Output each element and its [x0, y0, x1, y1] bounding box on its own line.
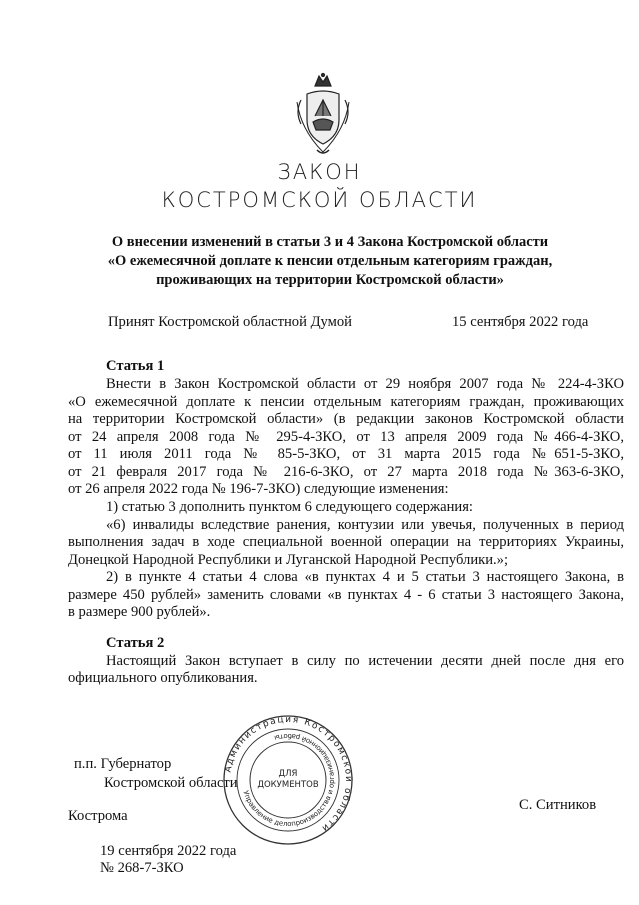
article1-item2-line: в размере 900 рублей». [68, 604, 211, 620]
signatory-name: С. Ситников [519, 797, 597, 813]
law-number: № 268-7-ЗКО [100, 860, 184, 876]
signature-region: Костромской области [104, 775, 238, 791]
article2-line: Настоящий Закон вступает в силу по истечении десяти дней после дня его [106, 653, 624, 669]
article1-item2: 2) в пункте 4 статьи 4 слова «в пунктах 4 и 5 статьи 3 настоящего Закона, в [106, 569, 624, 585]
article2-line: официального опубликования. [68, 670, 258, 686]
article1-line: от 21 февраля 2017 года № 216-6-ЗКО, от 27 марта 2018 года №363-6-ЗКО, [68, 464, 624, 480]
seal-stamp-icon [222, 714, 354, 846]
article1-line: от 26 апреля 2022 года № 196-7-ЗКО) следующие изменения: [68, 481, 449, 497]
article1-line: от 11 июля 2011 года № 85-5-ЗКО, от 31 марта 2015 года №651-5-ЗКО, [68, 446, 624, 462]
adopted-date: 15 сентября 2022 года [452, 314, 589, 330]
article1-heading: Статья 1 [106, 358, 165, 374]
seal-center-text-2: ДОКУМЕНТОВ [257, 780, 319, 790]
seal-ring-inner: Управление делопроизводства и организационной работы [241, 731, 337, 829]
article1-line: Внести в Закон Костромской области от 29 ноября 2007 года № 224-4-ЗКО [106, 376, 624, 392]
law-title-line1: ЗАКОН [277, 160, 362, 184]
signature-for: п.п. Губернатор [74, 756, 172, 772]
article1-quote-line: выполнения задач в ходе специальной военной операции на территориях Украины, [68, 534, 624, 550]
article1-quote-line: «6) инвалиды вследствие ранения, контузии или увечья, полученных в период [106, 517, 624, 533]
article1-line: «О ежемесячной доплате к пенсии отдельным категориям граждан, проживающих [68, 394, 624, 410]
law-subtitle-line1: О внесении изменений в статьи 3 и 4 Закона Костромской области [111, 234, 549, 250]
law-subtitle-line2: «О ежемесячной доплате к пенсии отдельным категориям граждан, [107, 253, 553, 269]
article1-line: на территории Костромской области» (в редакции законов Костромской области [68, 411, 624, 427]
adopted-by: Принят Костромской областной Думой [108, 314, 352, 330]
seal-center-text-1: ДЛЯ [278, 769, 298, 779]
article1-item1: 1) статью 3 дополнить пунктом 6 следующего содержания: [106, 499, 473, 515]
city: Кострома [68, 808, 128, 824]
law-title-line2: КОСТРОМСКОЙ ОБЛАСТИ [161, 188, 478, 212]
article1-quote-line: Донецкой Народной Республики и Луганской Народной Республики.»; [68, 552, 509, 568]
signing-date: 19 сентября 2022 года [100, 843, 237, 859]
seal-ring-outer: Администрация Костромской области [223, 714, 354, 834]
law-subtitle-line3: проживающих на территории Костромской области» [156, 272, 504, 288]
article2-heading: Статья 2 [106, 635, 165, 651]
article1-item2-line: размере 450 рублей» заменить словами «в пунктах 4 - 6 статьи 3 настоящего Закона, [68, 587, 624, 603]
article1-line: от 24 апреля 2008 года № 295-4-ЗКО, от 13 апреля 2009 года №466-4-ЗКО, [68, 429, 624, 445]
coat-of-arms-icon [293, 72, 353, 158]
